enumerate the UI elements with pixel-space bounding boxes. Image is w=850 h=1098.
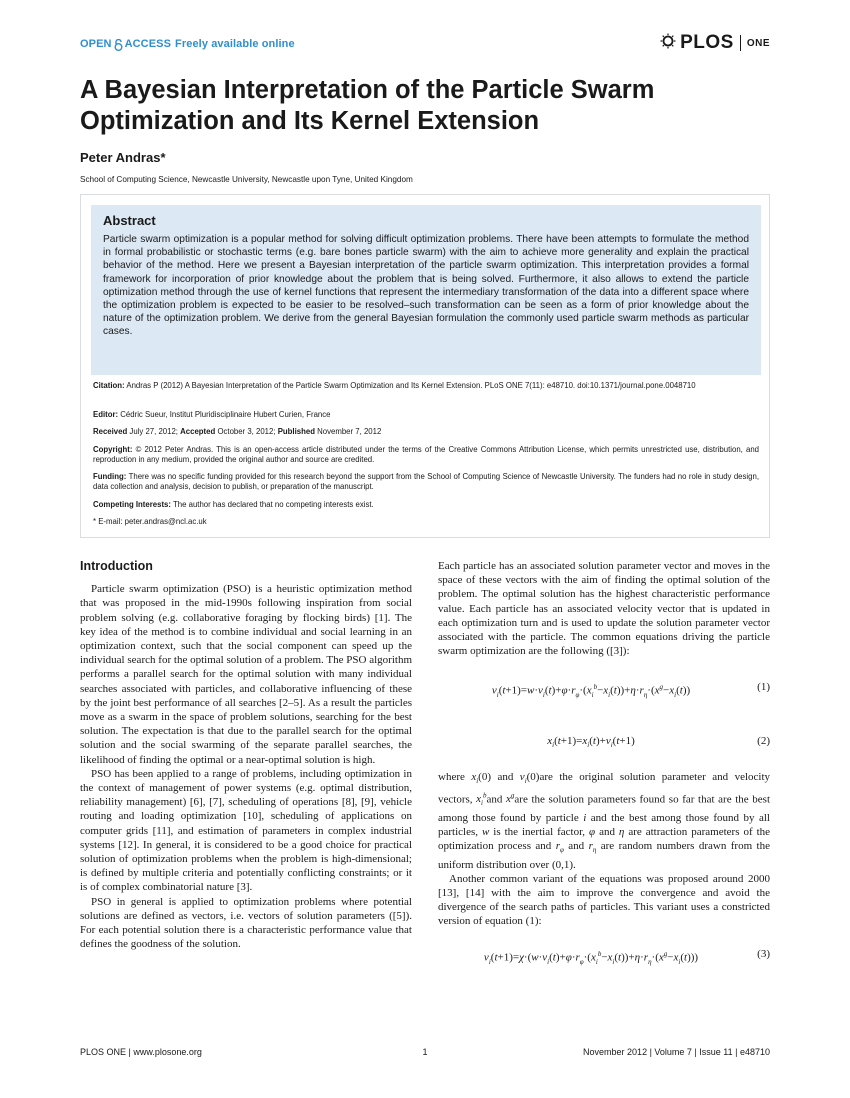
intro-paragraph-2: PSO has been applied to a range of problems, including optimization in the context of management of power systems (e.g. optimal distribution, reliability management) [6], [7], scheduling of operations [8], [9], vehicle routing and loading optimization [10], scheduling of applications on computer grids [11], and estimation of parameters in complex industrial systems [12]. In general, it is considered to be a good choice for practical solution of optimization problems when the problem is high-dimensional; is defined by multiple criteria and potentially conflicting constraints; or it is of complex combinatorial nature [3]. bbox=[80, 767, 412, 894]
funding-label: Funding: bbox=[93, 472, 127, 481]
left-column bbox=[80, 556, 412, 951]
footer-journal-url: PLOS ONE | www.plosone.org bbox=[80, 1047, 202, 1057]
footer-issue-info: November 2012 | Volume 7 | Issue 11 | e48710 bbox=[583, 1047, 770, 1057]
editor-label: Editor: bbox=[93, 410, 119, 419]
article-title: A Bayesian Interpretation of the Particle Swarm Optimization and Its Kernel Extension bbox=[80, 76, 655, 135]
open-access-badge bbox=[80, 38, 295, 50]
copyright-line bbox=[93, 445, 759, 466]
citation-line bbox=[93, 381, 759, 391]
right-paragraph-3: Another common variant of the equations was proposed around 2000 [13], [14] with the aim to improve the convergence and avoid the divergence of the search paths of particles. This variant uses a constricted version of equation (1): bbox=[438, 872, 770, 928]
footer-page-number: 1 bbox=[422, 1047, 428, 1057]
author-name: Peter Andras* bbox=[80, 150, 166, 165]
plos-sunburst-icon bbox=[660, 33, 676, 54]
equation-2 bbox=[438, 706, 770, 758]
equation-3 bbox=[438, 929, 770, 973]
citation-label: Citation: bbox=[93, 381, 125, 390]
article-info-box bbox=[80, 194, 770, 538]
right-paragraph-1: Each particle has an associated solution parameter vector and moves in the space of these vectors with the aim of finding the optimal solution of the problem. The optimal solution has the highest characteristic performance value. Each particle has an associated velocity vector that is updated in each optimization turn and is used to update the solution parameter vector associated with the particle. The common equations driving the particle swarm optimization are the following ([3]): bbox=[438, 560, 770, 658]
received-date: July 27, 2012; bbox=[129, 427, 178, 436]
competing-text: The author has declared that no competing interests exist. bbox=[173, 500, 374, 509]
abstract-heading: Abstract bbox=[103, 213, 156, 228]
dates-line bbox=[93, 427, 759, 437]
competing-label: Competing Interests: bbox=[93, 500, 171, 509]
equation-2-number: (2) bbox=[757, 735, 770, 748]
citation-text: Andras P (2012) A Bayesian Interpretation of the Particle Swarm Optimization and Its Kernel Extension. PLoS ONE 7(11): e48710. doi:10.1371/journal.pone.0048710 bbox=[126, 381, 696, 390]
competing-interests-line bbox=[93, 500, 759, 510]
abstract-panel bbox=[91, 205, 761, 375]
author-affiliation: School of Computing Science, Newcastle University, Newcastle upon Tyne, United Kingdom bbox=[80, 175, 413, 184]
open-label: OPEN bbox=[80, 38, 112, 50]
right-paragraph-2: where $x_i(0)$ and $v_i(0)are$ the original solution parameter and velocity vectors, $x_i^band$ $x^gare$ the solution parameters found so far that are the best among those found by particle i and the best among those found by all particles, w is the inertial factor, φ and η are attraction parameters of the optimization process and $r_\varphi$ and $r_\eta$ are random numbers drawn from the uniform distribution over (0,1). bbox=[438, 771, 771, 871]
equation-1 bbox=[438, 658, 770, 706]
editor-line bbox=[93, 410, 759, 420]
received-label: Received bbox=[93, 427, 128, 436]
plos-wordmark: PLOS bbox=[680, 32, 734, 53]
intro-paragraph-3: PSO in general is applied to optimization problems where potential solutions are defined as vectors, i.e. vectors of solution parameters ([5]). For each potential solution there is a characteristic performance value that defines the goodness of the solution. bbox=[80, 895, 412, 951]
open-lock-icon bbox=[114, 39, 123, 50]
equation-3-body: $v_i(t+1)=\chi\cdot(w\cdot v_i(t)+\varphi\cdot r_\varphi\cdot(x_i^b-x_i(t))+\eta\cdot r_\eta\cdot(x^g-x_i(t)))$ bbox=[483, 949, 699, 966]
one-wordmark: ONE bbox=[746, 37, 770, 49]
equation-2-body: $x_i(t+1)=x_i(t)+v_i(t+1)$ bbox=[547, 735, 635, 750]
copyright-text: © 2012 Peter Andras. This is an open-access article distributed under the terms of the Creative Commons Attribution License, which permits unrestricted use, distribution, and reproduction in any medium, provided the original author and source are credited. bbox=[93, 445, 759, 465]
editor-text: Cédric Sueur, Institut Pluridisciplinaire Hubert Curien, France bbox=[120, 410, 331, 419]
accepted-label: Accepted bbox=[180, 427, 216, 436]
equation-1-number: (1) bbox=[757, 681, 770, 694]
intro-paragraph-1: Particle swarm optimization (PSO) is a heuristic optimization method that was proposed in the mid-1990s following inspiration from social problem solving (e.g. collaborative foraging by flocking birds) [1]. The key idea of the method is to combine individual and social learning in an optimization context, such that the social component can speed up the individual search for the optimal solution of a problem. The PSO algorithm performs a parallel search for the optimal solution with many individual searches associated with particles, and collaborative influencing of these by the joint best performance of all searches [2–5]. As a result the particles move as a swarm in the space of problem solutions, searching for the best solution. The expectation is that due to the parallel search for the optimal solution and the social swarming of the separate parallel searches, the likelihood of finding the optimal or a near-optimal solution is high. bbox=[80, 583, 412, 766]
copyright-label: Copyright: bbox=[93, 445, 133, 454]
plos-logo bbox=[660, 32, 770, 54]
accepted-date: October 3, 2012; bbox=[217, 427, 276, 436]
introduction-heading: Introduction bbox=[80, 559, 153, 573]
equation-3-number: (3) bbox=[757, 947, 770, 960]
published-label: Published bbox=[277, 427, 315, 436]
abstract-text: Particle swarm optimization is a popular method for solving difficult optimization problems. There have been attempts to formulate the method in formal probabilistic or stochastic terms (e.g. bare bones particle swarm) with the aim to achieve more generality and explain the practical behavior of the method. Here we present a Bayesian interpretation of the particle swarm optimization. This interpretation provides a formal framework for incorporation of prior knowledge about the problem that is being solved. Furthermore, it also allows to extend the particle optimization method through the use of kernel functions that represent the intermediary transformation of the data into a different space where the optimization problem is expected to be easier to be resolved–such transformation can be seen as a form of prior knowledge about the nature of the optimization problem. We derive from the general Bayesian formulation the commonly used particle swarm methods as particular cases. bbox=[103, 234, 749, 338]
published-date: November 7, 2012 bbox=[317, 427, 382, 436]
equation-1-body: $v_i(t+1)=w\cdot v_i(t)+\varphi\cdot r_\varphi\cdot(x_i^b-x_i(t))+\eta\cdot r_\eta\cdot(x^g-x_i(t))$ bbox=[491, 683, 691, 700]
freely-available-label: Freely available online bbox=[175, 38, 295, 50]
right-column bbox=[438, 559, 770, 973]
funding-text: There was no specific funding provided for this research beyond the support from the School of Computing Science of Newcastle University. The funders had no role in study design, data collection and analysis, decision to publish, or preparation of the manuscript. bbox=[93, 472, 759, 492]
logo-divider bbox=[740, 35, 741, 51]
access-label: ACCESS bbox=[124, 38, 172, 50]
funding-line bbox=[93, 472, 759, 493]
email-line: * E-mail: peter.andras@ncl.ac.uk bbox=[93, 517, 207, 526]
